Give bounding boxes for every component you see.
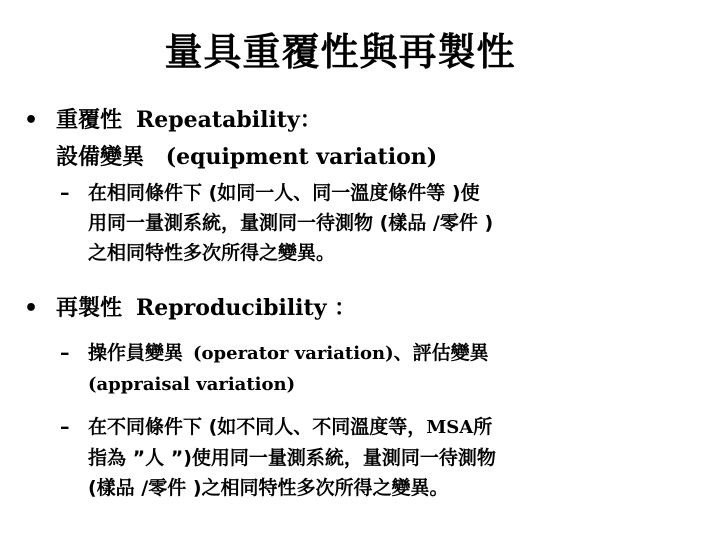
appraisal-variation-zh: 、評估變異 [393, 342, 489, 364]
sub-bullet-reproducibility-definition [60, 412, 700, 503]
reproducibility-line-1c: 所 [473, 416, 493, 438]
bullet-line [24, 290, 704, 327]
slide-title: 量具重覆性與再製性 [164, 30, 516, 74]
equipment-variation-zh: 設備變異 [56, 145, 145, 170]
dash-marker: – [60, 416, 70, 438]
reproducibility-zh: 再製性 [56, 296, 123, 321]
bullet-repeatability [24, 102, 704, 176]
repeatability-en: Repeatability： [136, 107, 322, 133]
definition-line-2: 用同一量測系統，量測同一待測物 (樣品 /零件 ) [88, 212, 494, 234]
bullet-continuation [24, 139, 704, 176]
bullet-dot: • [24, 296, 39, 321]
bullet-line [24, 102, 704, 139]
reproducibility-line-2: 指為 ”人 ”)使用同一量測系統，量測同一待測物 [88, 447, 496, 469]
appraisal-variation-en: (appraisal variation) [88, 374, 296, 395]
msa-label: MSA [426, 417, 474, 438]
bullet-reproducibility [24, 290, 704, 327]
appraisal-variation-line [60, 369, 700, 400]
sub-line [60, 178, 700, 208]
dash-marker: – [60, 182, 70, 204]
operator-variation-zh: 操作員變異 [88, 342, 184, 364]
repeatability-zh: 重覆性 [56, 108, 123, 133]
sub-line [60, 412, 700, 443]
sub-bullet-operator-variation [60, 338, 700, 400]
equipment-variation-en: (equipment variation) [165, 144, 438, 170]
reproducibility-line-1a: 在不同條件下 (如不同人、不同溫度等， [88, 416, 427, 438]
reproducibility-en: Reproducibility ： [136, 295, 357, 321]
sub-bullet-repeatability-definition [60, 178, 700, 268]
operator-variation-en: (operator variation) [193, 343, 394, 364]
definition-line-1: 在相同條件下 (如同一人、同一溫度條件等 )使 [88, 182, 480, 204]
sub-line [60, 338, 700, 369]
dash-marker: – [60, 342, 70, 364]
bullet-dot: • [24, 108, 39, 133]
definition-line-3: 之相同特性多次所得之變異。 [88, 242, 336, 264]
reproducibility-line-3: (樣品 /零件 )之相同特性多次所得之變異。 [88, 477, 449, 499]
